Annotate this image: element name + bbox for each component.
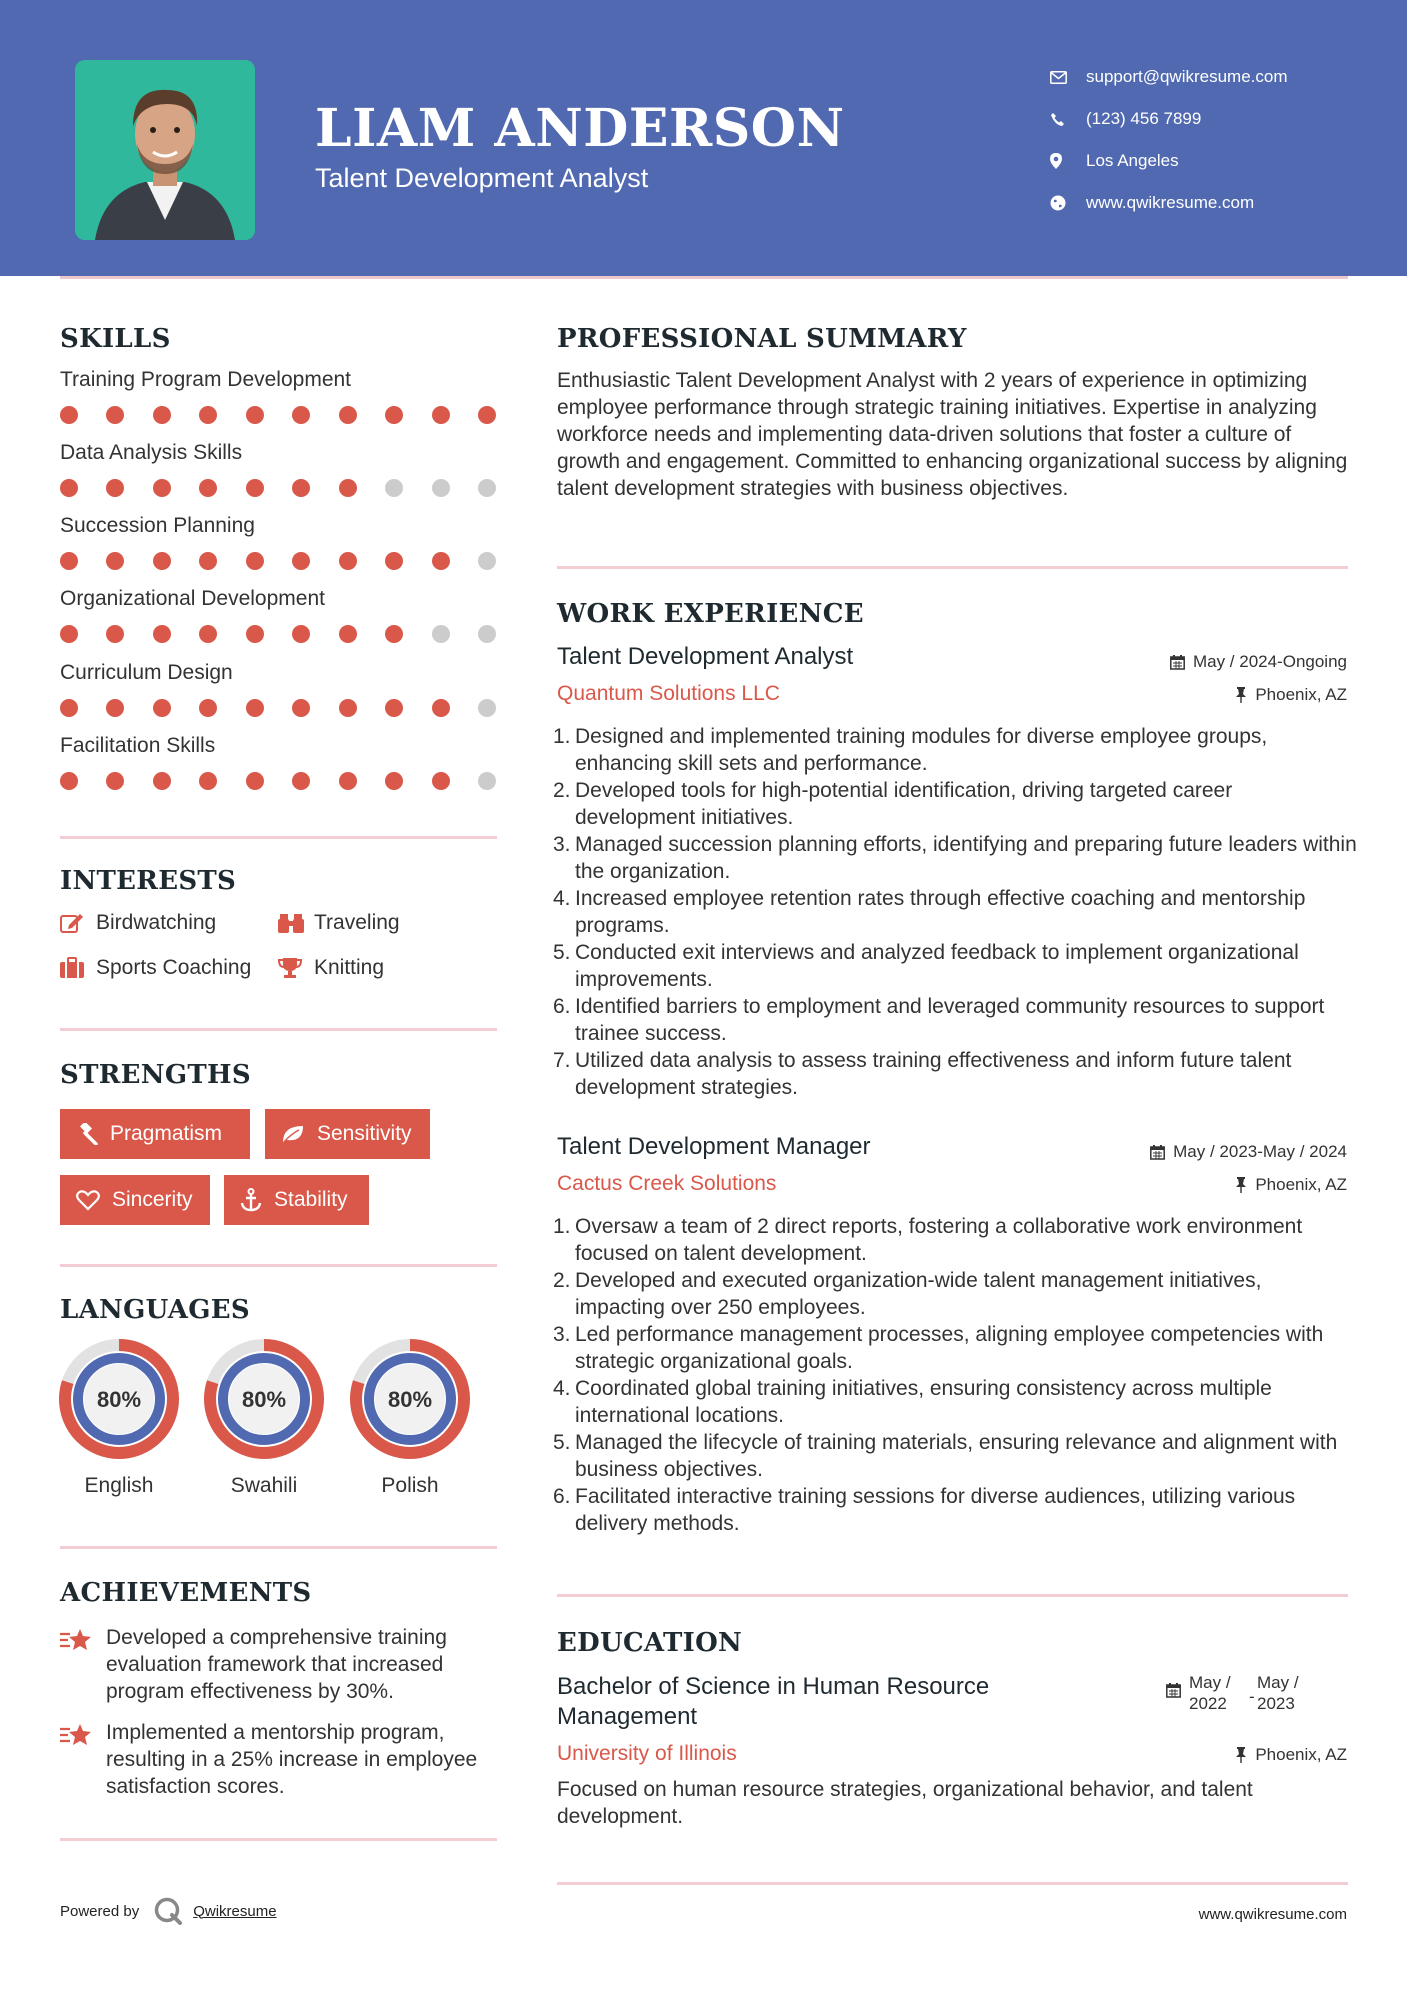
rating-dot-filled	[60, 552, 78, 570]
interest-label: Sports Coaching	[96, 956, 252, 979]
rating-dot-empty	[478, 552, 496, 570]
footer-powered-by	[60, 1896, 277, 1926]
brand-link[interactable]: Qwikresume	[193, 1902, 277, 1920]
contact-list	[1050, 56, 1380, 224]
languages-heading: LANGUAGES	[60, 1295, 250, 1325]
interest-label: Birdwatching	[96, 911, 217, 934]
rating-dot-empty	[478, 772, 496, 790]
rating-dot-filled	[153, 699, 171, 717]
strength-tag	[224, 1175, 369, 1225]
job-location-text: Phoenix, AZ	[1255, 685, 1347, 704]
rating-dot-filled	[292, 772, 310, 790]
rating-dot-empty	[385, 479, 403, 497]
candidate-name: LIAM ANDERSON	[315, 98, 845, 159]
rating-dot-filled	[246, 699, 264, 717]
education-date-start: May / 2022	[1189, 1673, 1231, 1713]
calendar-icon	[1170, 655, 1185, 670]
donut-percent-label: 80%	[387, 1387, 433, 1412]
rating-dot-filled	[199, 406, 217, 424]
education-description: Focused on human resource strategies, organizational behavior, and talent development.	[557, 1778, 1253, 1828]
job-location-text: Phoenix, AZ	[1255, 1175, 1347, 1194]
gavel-icon	[76, 1123, 98, 1145]
section-divider	[60, 836, 497, 839]
star-ribbon-icon	[60, 1624, 106, 1705]
strength-tag	[60, 1175, 210, 1225]
interest-item	[60, 911, 216, 935]
pushpin-icon	[1235, 1177, 1247, 1193]
duty-item: 6. Facilitated interactive training sessions for diverse audiences, utilizing various delivery methods.	[553, 1485, 1296, 1535]
education-date-separator: -	[1249, 1687, 1255, 1706]
resume-header	[0, 0, 1407, 276]
rating-dot-empty	[432, 625, 450, 643]
rating-dot-empty	[478, 479, 496, 497]
interest-label: Knitting	[314, 956, 385, 979]
summary-heading: PROFESSIONAL SUMMARY	[557, 324, 967, 354]
rating-dot-filled	[106, 625, 124, 643]
section-divider	[557, 1594, 1348, 1597]
rating-dot-filled	[246, 625, 264, 643]
job-role: Talent Development Analyst	[557, 643, 854, 670]
education-school: University of Illinois	[557, 1742, 737, 1765]
duty-item: 5. Managed the lifecycle of training materials, ensuring relevance and alignment with business objectives.	[553, 1431, 1338, 1481]
job-company: Quantum Solutions LLC	[557, 682, 780, 705]
briefcase-icon	[60, 957, 96, 979]
education-date	[1166, 1672, 1317, 1714]
rating-dot-filled	[246, 479, 264, 497]
rating-dot-filled	[246, 772, 264, 790]
rating-dot-filled	[153, 406, 171, 424]
job-date	[1150, 1142, 1347, 1162]
skill-rating	[60, 625, 496, 643]
education-location	[1235, 1745, 1347, 1765]
rating-dot-filled	[246, 406, 264, 424]
contact-location	[1050, 140, 1380, 182]
rating-dot-filled	[385, 772, 403, 790]
qwikresume-logo-icon	[153, 1896, 183, 1926]
strength-label: Stability	[274, 1188, 348, 1211]
skill-name: Curriculum Design	[60, 661, 233, 684]
rating-dot-filled	[339, 406, 357, 424]
rating-dot-filled	[60, 772, 78, 790]
language-name: Polish	[381, 1474, 439, 1497]
calendar-icon	[1166, 1672, 1181, 1714]
location-pin-icon	[1050, 153, 1086, 169]
rating-dot-filled	[106, 699, 124, 717]
rating-dot-filled	[432, 406, 450, 424]
skill-rating	[60, 406, 496, 424]
language-donut	[203, 1338, 325, 1460]
rating-dot-filled	[385, 699, 403, 717]
rating-dot-filled	[385, 625, 403, 643]
rating-dot-filled	[339, 479, 357, 497]
rating-dot-filled	[199, 552, 217, 570]
calendar-icon	[1150, 1145, 1165, 1160]
job-duties	[553, 1213, 1357, 1537]
rating-dot-filled	[385, 552, 403, 570]
profile-photo	[75, 60, 255, 240]
donut-percent-label: 80%	[96, 1387, 142, 1412]
job-role: Talent Development Manager	[557, 1133, 871, 1160]
duty-item: 4. Increased employee retention rates through effective coaching and mentorship programs.	[553, 887, 1306, 937]
contact-email-text: support@qwikresume.com	[1086, 67, 1288, 86]
rating-dot-filled	[153, 625, 171, 643]
language-item	[203, 1338, 325, 1498]
trophy-icon	[278, 957, 314, 979]
rating-dot-filled	[199, 479, 217, 497]
interest-item	[60, 956, 251, 980]
rating-dot-filled	[292, 552, 310, 570]
education-location-text: Phoenix, AZ	[1255, 1745, 1347, 1764]
powered-by-text: Powered by	[60, 1902, 140, 1920]
skill-name: Training Program Development	[60, 368, 352, 391]
interest-item	[278, 911, 400, 935]
rating-dot-filled	[106, 406, 124, 424]
skill-item	[60, 661, 500, 717]
skill-name: Organizational Development	[60, 587, 325, 610]
language-donut	[349, 1338, 471, 1460]
achievement-text: Developed a comprehensive training evaluation framework that increased program effectiveness by 30%.	[106, 1626, 447, 1703]
duty-item: 2. Developed tools for high-potential identification, driving targeted career development initiatives.	[553, 779, 1233, 829]
rating-dot-filled	[246, 552, 264, 570]
rating-dot-empty	[478, 699, 496, 717]
job-date	[1170, 652, 1347, 672]
job-location	[1235, 1175, 1347, 1195]
rating-dot-filled	[106, 772, 124, 790]
achievements-heading: ACHIEVEMENTS	[60, 1578, 312, 1608]
rating-dot-filled	[385, 406, 403, 424]
interests-heading: INTERESTS	[60, 866, 237, 896]
education-degree: Bachelor of Science in Human Resource Management	[557, 1673, 990, 1730]
skill-item	[60, 514, 500, 570]
language-name: English	[84, 1474, 154, 1497]
rating-dot-filled	[199, 772, 217, 790]
strength-tag	[265, 1109, 430, 1159]
achievement-text: Implemented a mentorship program, resulting in a 25% increase in employee satisfaction scores.	[106, 1721, 478, 1798]
job-duties	[553, 723, 1357, 1101]
contact-website-text: www.qwikresume.com	[1086, 193, 1255, 212]
rating-dot-filled	[339, 772, 357, 790]
summary-text: Enthusiastic Talent Development Analyst with 2 years of experience in optimizing employee performance through strategic training initiatives. Expertise in analyzing workforce needs and implementing data-driven solutions that foster a culture of growth and engagement. Committed to enhancing organizational success by aligning talent development strategies with business objectives.	[557, 369, 1348, 500]
rating-dot-filled	[106, 479, 124, 497]
binoculars-icon	[278, 912, 314, 934]
rating-dot-empty	[432, 479, 450, 497]
rating-dot-empty	[478, 625, 496, 643]
education-date-end: May / 2023	[1257, 1673, 1299, 1713]
rating-dot-filled	[432, 772, 450, 790]
skill-item	[60, 734, 500, 790]
skill-item	[60, 587, 500, 643]
skills-heading: SKILLS	[60, 324, 171, 354]
skill-name: Succession Planning	[60, 514, 255, 537]
duty-item: 6. Identified barriers to employment and leveraged community resources to support trainee success.	[553, 995, 1325, 1045]
rating-dot-filled	[60, 699, 78, 717]
job-location	[1235, 685, 1347, 705]
experience-heading: WORK EXPERIENCE	[557, 599, 864, 629]
section-divider	[557, 566, 1348, 569]
duty-item: 3. Managed succession planning efforts, identifying and preparing future leaders within the organization.	[553, 833, 1357, 883]
skill-item	[60, 441, 500, 497]
skill-rating	[60, 772, 496, 790]
skill-rating	[60, 479, 496, 497]
duty-item: 5. Conducted exit interviews and analyzed feedback to implement organizational improvements.	[553, 941, 1299, 991]
rating-dot-filled	[292, 699, 310, 717]
strength-tag	[60, 1109, 250, 1159]
section-divider	[60, 1028, 497, 1031]
footer-website[interactable]: www.qwikresume.com	[1198, 1906, 1347, 1923]
rating-dot-filled	[60, 406, 78, 424]
rating-dot-filled	[106, 552, 124, 570]
duty-item: 1. Designed and implemented training modules for diverse employee groups, enhancing skill sets and performance.	[553, 725, 1268, 775]
skill-item	[60, 368, 500, 424]
language-item	[58, 1338, 180, 1498]
job-date-text: May / 2024-Ongoing	[1192, 652, 1347, 671]
duty-item: 4. Coordinated global training initiatives, ensuring consistency across multiple international locations.	[553, 1377, 1272, 1427]
rating-dot-filled	[153, 772, 171, 790]
duty-item: 1. Oversaw a team of 2 direct reports, fostering a collaborative work environment focused on talent development.	[553, 1215, 1303, 1265]
strengths-heading: STRENGTHS	[60, 1060, 251, 1090]
section-divider	[60, 1546, 497, 1549]
contact-website[interactable]	[1050, 182, 1380, 224]
rating-dot-filled	[292, 479, 310, 497]
education-heading: EDUCATION	[557, 1628, 743, 1658]
achievement-item	[60, 1624, 500, 1705]
contact-location-text: Los Angeles	[1086, 151, 1179, 170]
donut-percent-label: 80%	[241, 1387, 287, 1412]
section-divider	[557, 1882, 1348, 1885]
rating-dot-filled	[153, 552, 171, 570]
globe-icon	[1050, 195, 1086, 211]
duty-item: 2. Developed and executed organization-wide talent management initiatives, impacting over 250 employees.	[553, 1269, 1262, 1319]
rating-dot-filled	[432, 699, 450, 717]
rating-dot-filled	[432, 552, 450, 570]
rating-dot-filled	[199, 699, 217, 717]
section-divider	[60, 1838, 497, 1841]
skill-rating	[60, 552, 496, 570]
rating-dot-filled	[199, 625, 217, 643]
rating-dot-filled	[292, 406, 310, 424]
candidate-title: Talent Development Analyst	[315, 163, 649, 193]
envelope-icon	[1050, 71, 1086, 84]
interest-item	[278, 956, 384, 980]
anchor-icon	[240, 1188, 262, 1212]
duty-item: 7. Utilized data analysis to assess training effectiveness and inform future talent development strategies.	[553, 1049, 1292, 1099]
strength-label: Sincerity	[112, 1188, 193, 1211]
contact-phone-text: (123) 456 7899	[1086, 109, 1202, 128]
contact-phone[interactable]	[1050, 98, 1380, 140]
strength-label: Sensitivity	[317, 1122, 412, 1145]
language-name: Swahili	[230, 1474, 298, 1497]
duty-item: 3. Led performance management processes, aligning employee competencies with strategic organizational goals.	[553, 1323, 1324, 1373]
interest-label: Traveling	[314, 911, 400, 934]
rating-dot-filled	[478, 406, 496, 424]
rating-dot-filled	[339, 552, 357, 570]
pushpin-icon	[1235, 687, 1247, 703]
star-ribbon-icon	[60, 1719, 106, 1800]
heart-icon	[76, 1190, 100, 1211]
achievement-item	[60, 1719, 500, 1800]
skill-name: Facilitation Skills	[60, 734, 216, 757]
language-item	[349, 1338, 471, 1498]
strength-label: Pragmatism	[110, 1122, 223, 1145]
section-divider	[60, 1264, 497, 1267]
language-donut	[58, 1338, 180, 1460]
rating-dot-filled	[292, 625, 310, 643]
rating-dot-filled	[60, 625, 78, 643]
job-date-text: May / 2023-May / 2024	[1173, 1142, 1347, 1161]
rating-dot-filled	[153, 479, 171, 497]
header-divider	[60, 276, 1348, 279]
skill-name: Data Analysis Skills	[60, 441, 243, 464]
rating-dot-filled	[339, 699, 357, 717]
rating-dot-filled	[60, 479, 78, 497]
leaf-icon	[281, 1124, 305, 1144]
contact-email[interactable]	[1050, 56, 1380, 98]
pushpin-icon	[1235, 1747, 1247, 1763]
edit-icon	[60, 912, 96, 934]
rating-dot-filled	[339, 625, 357, 643]
skill-rating	[60, 699, 496, 717]
job-company: Cactus Creek Solutions	[557, 1172, 777, 1195]
phone-icon	[1050, 112, 1086, 127]
